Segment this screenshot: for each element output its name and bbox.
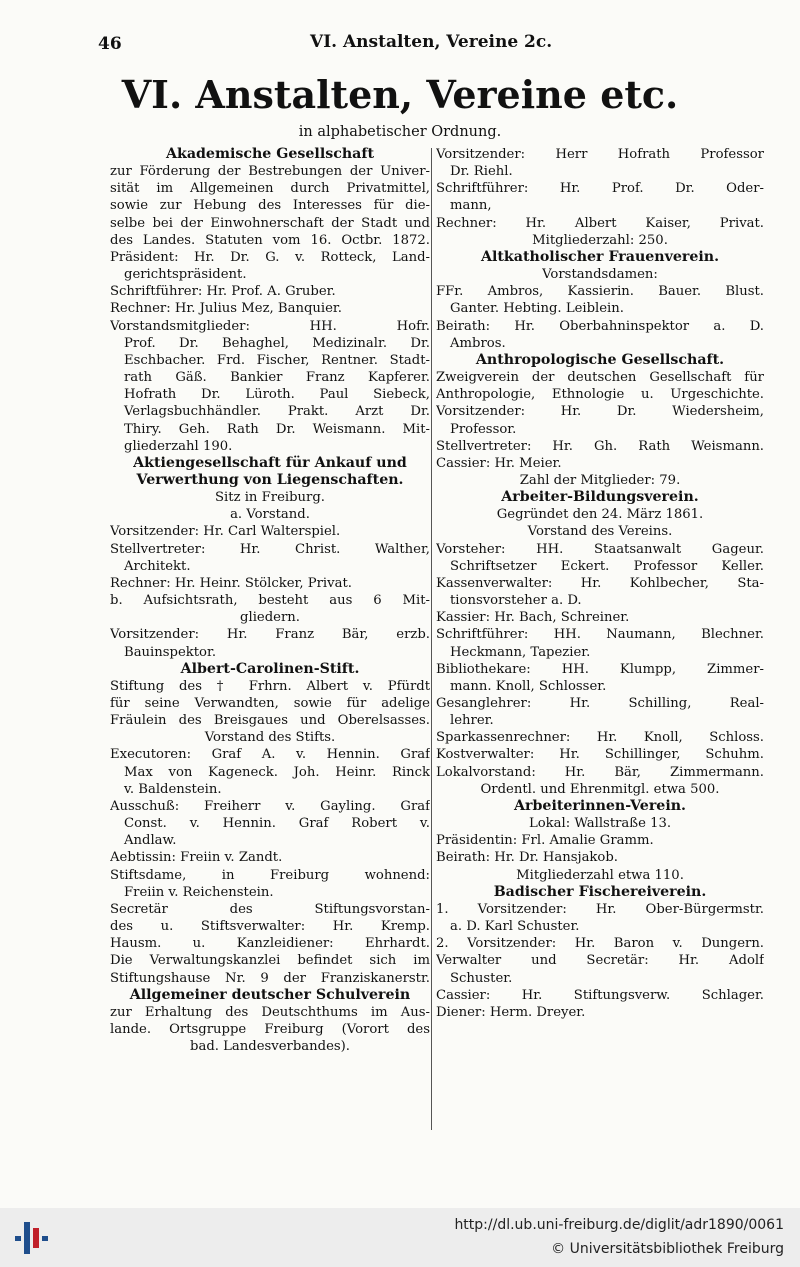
text-line: Verwalter und Secretär: Hr. Adolf [436,953,764,969]
text-line: gliederzahl 190. [124,438,233,454]
text-line: sowie zur Hebung des Interesses für die- [110,198,430,214]
text-line: Hofrath Dr. Lüroth. Paul Siebeck, [124,387,430,403]
document-url[interactable]: http://dl.ub.uni-freiburg.de/diglit/adr1890/0061 [454,1217,784,1233]
text-line: Vorstand des Stifts. [204,730,336,746]
text-line: sität im Allgemeinen durch Privatmittel, [110,181,430,197]
text-line: Andlaw. [124,833,177,849]
text-line: Schriftführer: Hr. Prof. A. Gruber. [110,284,336,300]
text-line: Vorsitzender: Herr Hofrath Professor [436,147,764,162]
text-line: Kassier: Hr. Bach, Schreiner. [436,610,630,626]
text-line: Anthropologie, Ethnologie u. Urgeschichte. [436,387,764,403]
page-subtitle: in alphabetischer Ordnung. [298,124,502,140]
text-line: Zahl der Mitglieder: 79. [519,472,681,488]
text-line: Executoren: Graf A. v. Hennin. Graf [110,747,430,763]
column-divider [431,148,432,1130]
text-line: Dr. Riehl. [450,164,513,180]
text-line: Lokal: Wallstraße 13. [528,816,672,832]
text-line: tionsvorsteher a. D. [450,593,582,609]
text-line: lehrer. [450,713,494,729]
section-heading: Badischer Fischereiverein. [493,883,707,900]
text-line: selbe bei der Einwohnerschaft der Stadt und [110,215,430,231]
text-line: des Landes. Statuten vom 16. Octbr. 1872. [110,232,430,248]
text-line: Schriftführer: Hr. Prof. Dr. Oder- [436,181,764,197]
text-line: Stellvertreter: Hr. Gh. Rath Weismann. [436,438,764,454]
text-line: Rechner: Hr. Albert Kaiser, Privat. [436,215,764,231]
text-line: Stellvertreter: Hr. Christ. Walther, [110,541,430,557]
text-line: Fräulein des Breisgaues und Oberelsasses. [110,713,430,729]
text-line: Ambros. [450,335,506,351]
text-line: Eschbacher. Frd. Fischer, Rentner. Stadt- [124,352,430,368]
section-heading: Arbeiterinnen-Verein. [514,797,686,814]
text-line: gerichtspräsident. [124,267,247,283]
text-line: Thiry. Geh. Rath Dr. Weismann. Mit- [124,421,430,437]
section-heading: Aktiengesellschaft für Ankauf und [133,454,407,471]
text-line: Kostverwalter: Hr. Schillinger, Schuhm. [436,747,764,763]
text-line: Vorsitzender: Hr. Carl Walterspiel. [110,524,341,540]
text-line: Vorstandsmitglieder: HH. Hofr. [110,318,430,334]
text-line: b. Aufsichtsrath, besteht aus 6 Mit- [110,593,430,609]
text-line: Architekt. [124,558,191,574]
section-heading: Akademische Gesellschaft [165,146,374,162]
section-heading: Allgemeiner deutscher Schulverein [129,986,411,1003]
text-line: Schriftsetzer Eckert. Professor Keller. [450,558,764,574]
text-line: Beirath: Hr. Dr. Hansjakob. [436,850,618,866]
text-line: Ausschuß: Freiherr v. Gayling. Graf [110,798,430,814]
text-line: rath Gäß. Bankier Franz Kapferer. [124,370,430,386]
page-title: VI. Anstalten, Vereine etc. [121,72,679,117]
text-line: v. Baldenstein. [124,781,222,797]
text-line: Rechner: Hr. Heinr. Stölcker, Privat. [110,575,352,591]
text-line: des u. Stiftsverwalter: Hr. Kremp. [110,919,430,935]
text-line: Bauinspektor. [124,644,217,660]
text-line: Stiftung des † Frhrn. Albert v. Pfürdt [110,678,430,694]
ub-freiburg-logo-icon[interactable] [12,1218,52,1258]
text-line: Const. v. Hennin. Graf Robert v. [124,816,430,832]
text-line: Schuster. [450,970,513,986]
text-line: Gesanglehrer: Hr. Schilling, Real- [436,696,764,711]
text-line: Schriftführer: HH. Naumann, Blechner. [436,627,764,643]
text-line: Stiftungshause Nr. 9 der Franziskanerstr. [110,970,430,986]
text-line: a. D. Karl Schuster. [450,919,580,935]
text-line: Die Verwaltungskanzlei befindet sich im [110,953,430,969]
left-column [110,146,430,1055]
text-line: Bibliothekare: HH. Klumpp, Zimmer- [436,661,764,677]
text-line: bad. Landesverbandes). [190,1039,350,1055]
text-line: Sitz in Freiburg. [215,490,325,506]
text-line: Diener: Herm. Dreyer. [436,1004,586,1020]
text-line: Vorstand des Vereins. [527,524,673,540]
text-line: Sparkassenrechner: Hr. Knoll, Schloss. [436,730,764,746]
section-heading: Albert-Carolinen-Stift. [180,660,360,677]
text-line: a. Vorstand. [230,507,310,523]
text-line: Secretär des Stiftungsvorstan- [110,901,430,917]
text-line: Präsident: Hr. Dr. G. v. Rotteck, Land- [110,249,430,265]
text-line: Max von Kageneck. Joh. Heinr. Rinck [124,764,430,780]
text-line: Aebtissin: Freiin v. Zandt. [110,850,283,866]
text-line: zur Erhaltung des Deutschthums im Aus- [110,1004,430,1020]
section-heading: Verwerthung von Liegenschaften. [136,471,404,488]
text-line: zur Förderung der Bestrebungen der Univer- [110,164,430,180]
section-heading: Arbeiter-Bildungsverein. [501,489,699,506]
text-line: Freiin v. Reichenstein. [124,884,274,900]
section-heading: Altkatholischer Frauenverein. [480,248,720,265]
text-line: Prof. Dr. Behaghel, Medizinalr. Dr. [124,335,430,351]
text-line: Beirath: Hr. Oberbahninspektor a. D. [436,318,764,334]
text-line: Vorsteher: HH. Staatsanwalt Gageur. [436,541,764,557]
text-line: Rechner: Hr. Julius Mez, Banquier. [110,301,342,317]
page-number: 46 [98,34,122,54]
text-line: Hausm. u. Kanzleidiener: Ehrhardt. [110,936,430,952]
text-line: Verlagsbuchhändler. Prakt. Arzt Dr. [124,404,430,420]
text-line: Stiftsdame, in Freiburg wohnend: [110,867,430,883]
text-line: FFr. Ambros, Kassierin. Bauer. Blust. [436,284,764,300]
text-line: Vorsitzender: Hr. Franz Bär, erzb. [110,627,430,643]
text-line: Zweigverein der deutschen Gesellschaft für [436,370,764,386]
text-line: Ganter. Hebting. Leiblein. [450,301,624,317]
text-line: Mitgliederzahl etwa 110. [516,867,684,883]
text-line: mann. Knoll, Schlosser. [450,678,607,694]
text-line: gliedern. [240,610,300,626]
text-line: Cassier: Hr. Meier. [436,455,562,471]
text-line: 2. Vorsitzender: Hr. Baron v. Dungern. [436,936,764,952]
running-title: VI. Anstalten, Vereine 2c. [310,32,553,52]
text-line: Lokalvorstand: Hr. Bär, Zimmermann. [436,764,764,780]
text-line: Ordentl. und Ehrenmitgl. etwa 500. [480,781,720,797]
copyright-notice: © Universitätsbibliothek Freiburg [551,1241,784,1257]
text-line: Präsidentin: Frl. Amalie Gramm. [436,833,654,849]
text-line: Heckmann, Tapezier. [450,644,591,660]
text-line: 1. Vorsitzender: Hr. Ober-Bürgermstr. [436,901,764,917]
text-line: Kassenverwalter: Hr. Kohlbecher, Sta- [436,575,764,591]
text-line: für seine Verwandten, sowie für adelige [110,696,430,711]
right-column [436,146,764,1021]
text-line: mann, [450,198,492,214]
text-line: Mitgliederzahl: 250. [532,232,668,248]
text-line: Vorstandsdamen: [542,267,658,283]
text-line: Professor. [450,421,517,437]
text-line: Vorsitzender: Hr. Dr. Wiedersheim, [436,404,764,420]
text-line: Cassier: Hr. Stiftungsverw. Schlager. [436,987,764,1003]
text-line: Gegründet den 24. März 1861. [496,507,704,523]
section-heading: Anthropologische Gesellschaft. [475,351,725,368]
text-line: lande. Ortsgruppe Freiburg (Vorort des [110,1021,430,1037]
